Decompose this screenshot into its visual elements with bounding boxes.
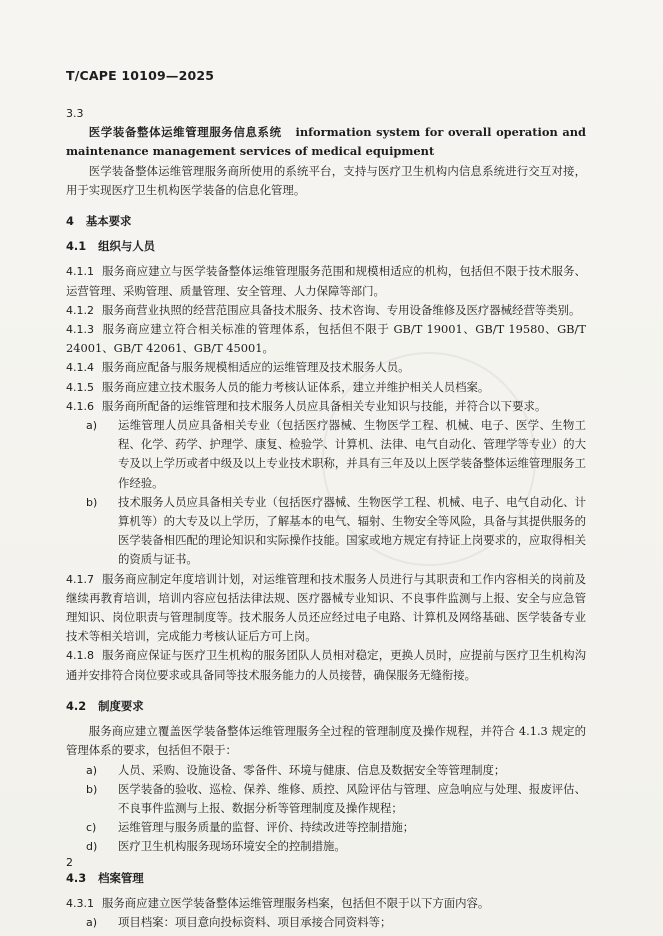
document-id: T/CAPE 10109—2025 — [66, 68, 215, 83]
subsection-heading-4-3: 4.3 档案管理 — [66, 870, 144, 885]
list-item: a) 运维管理人员应具备相关专业（包括医疗器械、生物医学工程、机械、电子、医学、生物工程、化学、药学、护理学、康复、检验学、计算机、法律、电气自动化、管理学等专业）的大专及以上学历或者中级及以上专业技术职称，并具有三年及以上医学装备整体运维管理服务工作经验。 — [86, 418, 586, 490]
clause-4-1-2: 4.1.2 服务商营业执照的经营范围应具备技术服务、技术咨询、专用设备维修及医疗器械经营等类别。 — [66, 302, 581, 317]
clause-4-1-3: 4.1.3 服务商应建立符合相关标准的管理体系，包括但不限于 GB/T 19001、GB/T 19580、GB/T 24001、GB/T 42061、GB/T 45001。 — [66, 322, 586, 356]
list-item: b) 技术服务人员应具备相关专业（包括医疗器械、生物医学工程、机械、电子、电气自动化、计算机等）的大专及以上学历，了解基本的电气、辐射、生物安全等风险，具备与其提供服务的医学装备相匹配的理论知识和实际操作技能。国家或地方规定有持证上岗要求的，应取得相关的资质与证书。 — [86, 494, 586, 567]
clause-4-3-1: 4.3.1 服务商应建立医学装备整体运维管理服务档案，包括但不限于以下方面内容。 — [66, 895, 490, 910]
clause-4-1-5: 4.1.5 服务商应建立技术服务人员的能力考核认证体系，建立并维护相关人员档案。 — [66, 379, 490, 394]
list-item: a) 项目档案：项目意向投标资料、项目承接合同资料等； — [86, 914, 392, 929]
term-cn: 医学装备整体运维管理服务信息系统 — [88, 125, 282, 140]
clause-4-1-6: 4.1.6 服务商所配备的运维管理和技术服务人员应具备相关专业知识与技能，并符合以下要求。 — [66, 398, 547, 413]
clause-4-1-8: 4.1.8 服务商应保证与医疗卫生机构的服务团队人员相对稳定，更换人员时，应提前与医疗卫生机构沟通并安排符合岗位要求或具备同等技术服务能力的人员接替，确保服务无缝衔接。 — [66, 648, 586, 682]
subsection-heading-4-2: 4.2 制度要求 — [66, 698, 144, 713]
clause-4-1-4: 4.1.4 服务商应配备与服务规模相适应的运维管理及技术服务人员。 — [66, 360, 410, 375]
clause-4-1-1: 4.1.1 服务商应建立与医学装备整体运维管理服务范围和规模相适应的机构，包括但不限于技术服务、运营管理、采购管理、质量管理、安全管理、人力保障等部门。 — [66, 264, 586, 298]
term-number: 3.3 — [66, 107, 84, 120]
list-item: d) 医疗卫生机构服务现场环境安全的控制措施。 — [86, 839, 346, 854]
clause-4-1-7: 4.1.7 服务商应制定年度培训计划，对运维管理和技术服务人员进行与其职责和工作内容相关的岗前及继续再教育培训，培训内容应包括法律法规、医疗器械专业知识、不良事件监测与上报、安全与应急管理知识、岗位职责与管理制度等。技术服务人员还应经过电子电路、计算机及网络基础、医学装备专业技术等相关培训，完成能力考核认证后方可上岗。 — [66, 571, 586, 644]
list-item: a) 人员、采购、设施设备、零备件、环境与健康、信息及数据安全等管理制度； — [86, 762, 506, 777]
term-definition: 医学装备整体运维管理服务商所使用的系统平台，支持与医疗卫生机构内信息系统进行交互对接，用于实现医疗卫生机构医学装备的信息化管理。 — [66, 163, 586, 197]
page-number: 2 — [66, 856, 73, 869]
paragraph: 服务商应建立覆盖医学装备整体运维管理服务全过程的管理制度及操作规程，并符合 4.1.3 规定的管理体系的要求，包括但不限于： — [66, 724, 586, 758]
list-item: b) 医学装备的验收、巡检、保养、维修、质控、风险评估与管理、应急响应与处理、报废评估、不良事件监测与上报、数据分析等管理制度及操作规程； — [86, 781, 586, 815]
section-heading: 4 基本要求 — [66, 214, 132, 229]
list-item: c) 运维管理与服务质量的监督、评价、持续改进等控制措施； — [86, 820, 415, 835]
subsection-heading-4-1: 4.1 组织与人员 — [66, 239, 156, 254]
term-en: information system for overall operation and maintenance management services of medical equipment — [66, 125, 586, 159]
document-body — [66, 104, 586, 932]
term-heading — [66, 123, 586, 161]
